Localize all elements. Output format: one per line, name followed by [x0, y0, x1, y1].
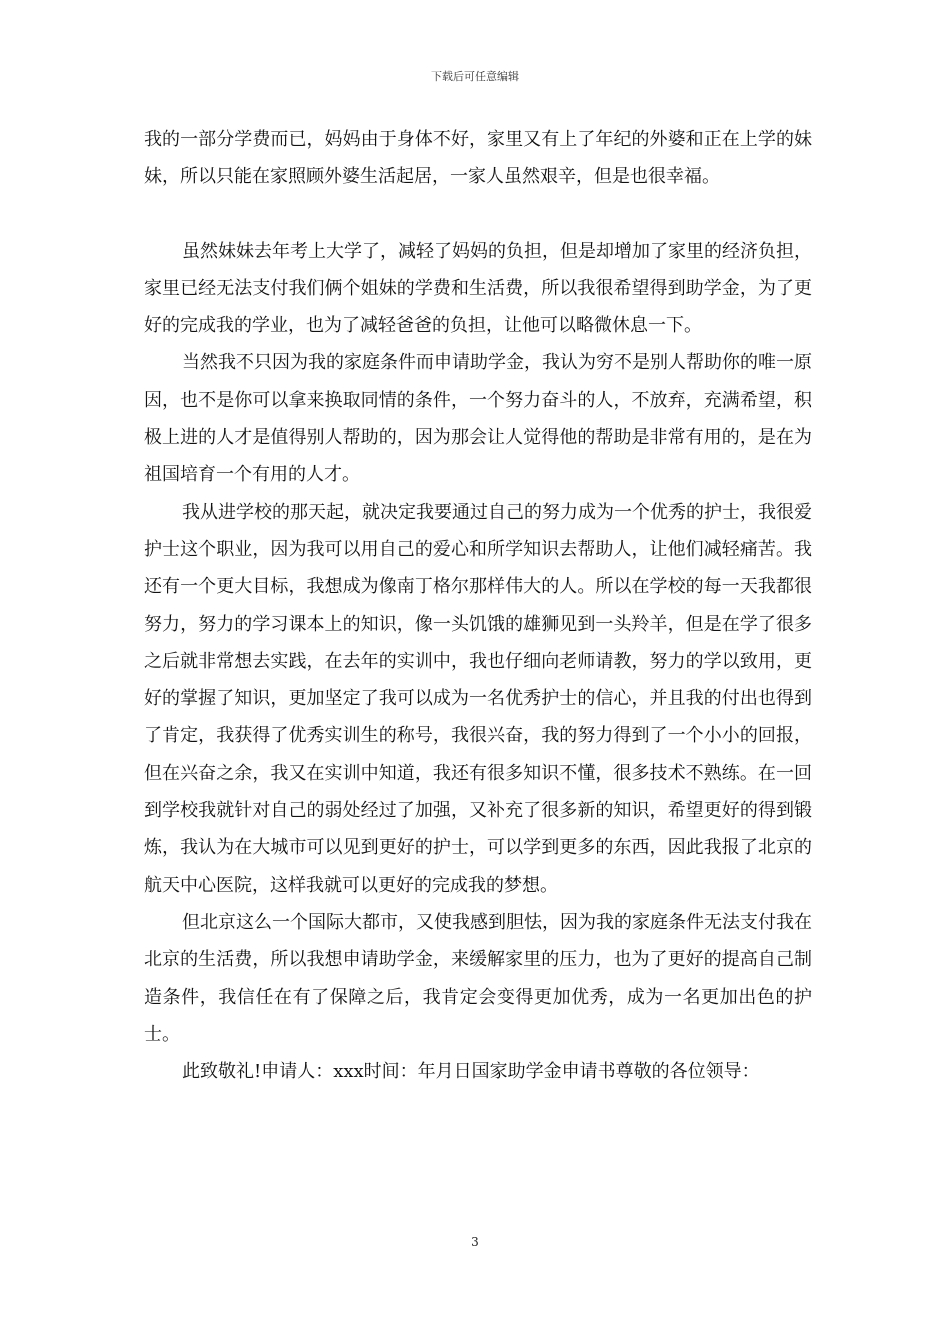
- paragraph-3: 当然我不只因为我的家庭条件而申请助学金，我认为穷不是别人帮助你的唯一原因，也不是你可以拿来换取同情的条件，一个努力奋斗的人，不放弃，充满希望，积极上进的人才是值得别人帮助的，因为那会让人觉得他的帮助是非常有用的，是在为祖国培育一个有用的人才。: [144, 352, 812, 486]
- paragraph-4: 我从进学校的那天起，就决定我要通过自己的努力成为一个优秀的护士，我很爱护士这个职业，因为我可以用自己的爱心和所学知识去帮助人，让他们减轻痛苦。我还有一个更大目标，我想成为像南丁格尔那样伟大的人。所以在学校的每一天我都很努力，努力的学习课本上的知识，像一头饥饿的雄狮见到一头羚羊，但是在学了很多之后就非常想去实践，在去年的实训中，我也仔细向老师请教，努力的学以致用，更好的掌握了知识，更加坚定了我可以成为一名优秀护士的信心，并且我的付出也得到了肯定，我获得了优秀实训生的称号，我很兴奋，我的努力得到了一个小小的回报，但在兴奋之余，我又在实训中知道，我还有很多知识不懂，很多技术不熟练。在一回到学校我就针对自己的弱处经过了加强，又补充了很多新的知识，希望更好的得到锻炼，我认为在大城市可以见到更好的护士，可以学到更多的东西，因此我报了北京的航天中心医院，这样我就可以更好的完成我的梦想。: [144, 501, 812, 896]
- paragraph-2: 虽然妹妹去年考上大学了，减轻了妈妈的负担，但是却增加了家里的经济负担，家里已经无法支付我们俩个姐妹的学费和生活费，所以我很希望得到助学金，为了更好的完成我的学业，也为了减轻爸爸的负担，让他可以略微休息一下。: [144, 240, 812, 337]
- paragraph-1: 我的一部分学费而已，妈妈由于身体不好，家里又有上了年纪的外婆和正在上学的妹妹，所以只能在家照顾外婆生活起居，一家人虽然艰辛，但是也很幸福。: [144, 129, 812, 188]
- page-number: 3: [471, 1235, 479, 1249]
- paragraph-5: 但北京这么一个国际大都市，又使我感到胆怯，因为我的家庭条件无法支付我在北京的生活费，所以我想申请助学金，来缓解家里的压力，也为了更好的提高自己制造条件，我信任在有了保障之后，我肯定会变得更加优秀，成为一名更加出色的护士。: [144, 911, 812, 1045]
- document-body: [144, 121, 812, 1090]
- paragraph-6: 此致敬礼!申请人：xxx时间：年月日国家助学金申请书尊敬的各位领导：: [182, 1061, 760, 1083]
- page-header: 下载后可任意编辑: [431, 70, 519, 83]
